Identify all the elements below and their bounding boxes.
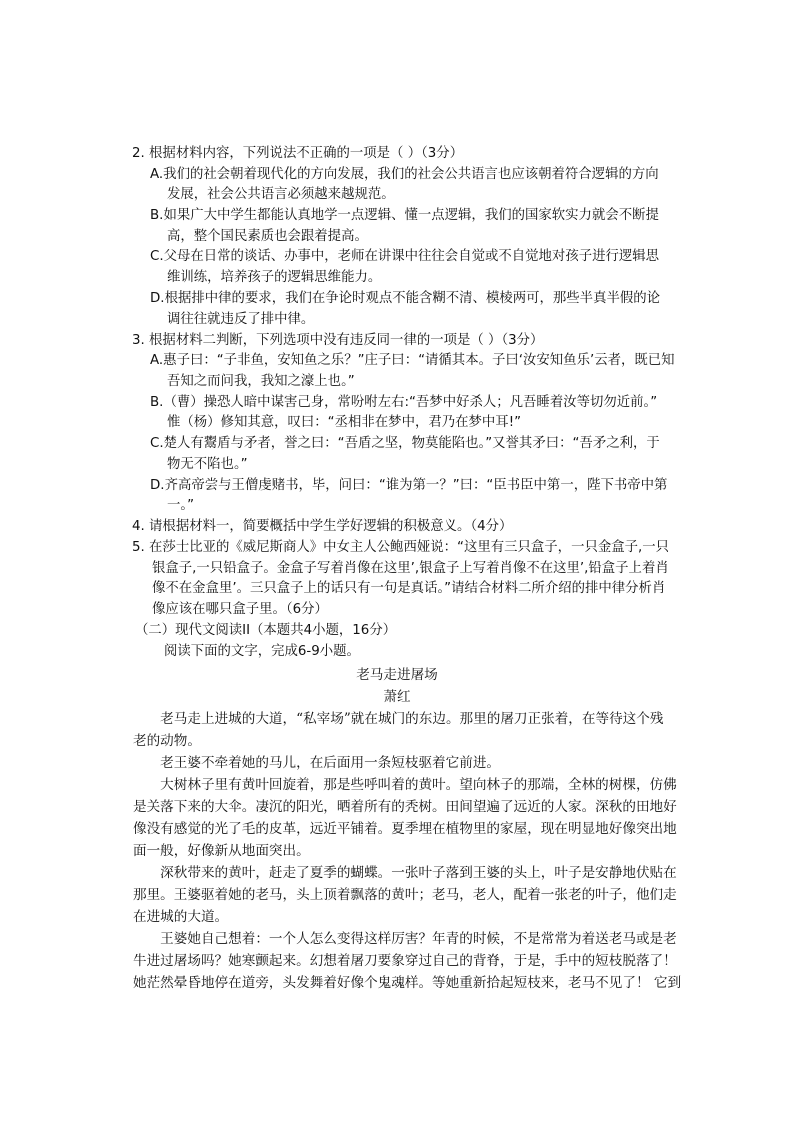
article-line: 老王婆不牵着她的马儿，在后面用一条短枝驱着它前进。 xyxy=(133,755,501,771)
article-line: 王婆她自己想着：一个人怎么变得这样厉害？年青的时候，不是常常为着送老马或是老 xyxy=(133,931,677,947)
article-line: 在进城的大道。 xyxy=(133,909,229,925)
q2-option-a: A.我们的社会朝着现代化的方向发展，我们的社会公共语言也应该朝着符合逻辑的方向 xyxy=(150,167,659,182)
q4-stem: 4. 请根据材料一，简要概括中学生学好逻辑的积极意义。（4分） xyxy=(132,519,513,534)
article-line: 大树林子里有黄叶回旋着，那是些呼叫着的黄叶。望向林子的那端，全林的树棵，仿佛 xyxy=(133,777,677,793)
q2-option-b-cont: 高，整个国民素质也会跟着提高。 xyxy=(167,229,368,244)
article-line: 像没有感觉的光了毛的皮革，远近平铺着。夏季埋在植物里的家屋，现在明显地好像突出地 xyxy=(133,821,677,837)
q5-line-2: 银盒子,一只铅盒子。金盒子写着肖像在这里’,银盒子上写着肖像不在这里’,铅盒子上着肖 xyxy=(152,561,669,576)
q2-option-d: D.根据排中律的要求，我们在争论时观点不能含糊不清、模棱两可，那些半真半假的论 xyxy=(150,291,661,306)
q5-line-4: 像应该在哪只盒子里。（6分） xyxy=(152,602,328,617)
q2-option-c-cont: 维训练，培养孩子的逻辑思维能力。 xyxy=(167,270,382,285)
article-line: 老马走上进城的大道，“私宰场”就在城门的东边。那里的屠刀正张着，在等待这个残 xyxy=(133,711,664,727)
q3-option-c: C.楚人有鬻盾与矛者，誉之曰：“吾盾之坚，物莫能陷也。”又誉其矛曰：“吾矛之利，于 xyxy=(150,436,660,451)
q2-option-a-cont: 发展，社会公共语言必须越来越规范。 xyxy=(167,187,395,202)
q2-option-d-cont: 调往往就违反了排中律。 xyxy=(167,312,315,327)
q3-option-a: A.惠子曰：“子非鱼，安知鱼之乐？”庄子曰：“请循其本。子曰‘汝安知鱼乐’云者，既已知 xyxy=(150,353,675,368)
q3-option-a-cont: 吾知之而问我，我知之濠上也。” xyxy=(167,374,355,389)
article-line: 她茫然晕昏地停在道旁，头发舞着好像个鬼魂样。等她重新拾起短枝来，老马不见了！ 它到 xyxy=(133,975,682,991)
q5-line-1: 5. 在莎士比亚的《威尼斯商人》中女主人公鲍西娅说：“这里有三只盒子，一只金盒子,一只 xyxy=(132,540,670,555)
q3-stem: 3. 根据材料二判断，下列选项中没有违反同一律的一项是（ ）（3分） xyxy=(132,333,544,348)
q3-option-b-cont: 惟（杨）修知其意，叹曰：“丞相非在梦中，君乃在梦中耳!” xyxy=(167,415,522,430)
article-line: 老的动物。 xyxy=(133,733,201,749)
article-line: 是关落下来的大伞。凄沉的阳光，晒着所有的秃树。田间望遍了远近的人家。深秋的田地好 xyxy=(133,799,677,815)
q3-option-d-cont: 一。” xyxy=(167,498,195,513)
section-heading: （二）现代文阅读II（本题共4小题，16分） xyxy=(135,623,397,638)
q5-line-3: 像不在金盒里’。三只盒子上的话只有一句是真话。”请结合材料二所介绍的排中律分析肖 xyxy=(152,581,666,596)
q3-option-b: B.（曹）操恐人暗中谋害己身，常吩咐左右:“吾梦中好杀人；凡吾睡着汝等切勿近前。” xyxy=(150,395,658,410)
article-author: 萧红 xyxy=(383,689,411,705)
q3-option-d: D.齐高帝尝与王僧虔赌书，毕，问曰：“谁为第一？”曰：“臣书臣中第一，陛下书帝中第 xyxy=(150,478,668,493)
q3-option-c-cont: 物无不陷也。” xyxy=(167,457,248,472)
q2-option-c: C.父母在日常的谈话、办事中，老师在讲课中往往会自觉或不自觉地对孩子进行逻辑思 xyxy=(150,249,660,264)
q2-stem: 2. 根据材料内容，下列说法不正确的一项是（ ）（3分） xyxy=(132,146,464,161)
article-line: 那里。王婆驱着她的老马，头上顶着飘落的黄叶；老马，老人，配着一张老的叶子，他们走 xyxy=(133,887,677,903)
section-instruction: 阅读下面的文字，完成6-9小题。 xyxy=(164,644,360,659)
q2-option-b: B.如果广大中学生都能认真地学一点逻辑、懂一点逻辑，我们的国家软实力就会不断提 xyxy=(150,208,659,223)
article-line: 深秋带来的黄叶，赶走了夏季的蝴蝶。一张叶子落到王婆的头上，叶子是安静地伏贴在 xyxy=(133,865,677,881)
article-title: 老马走进屠场 xyxy=(356,667,438,683)
article-line: 牛进过屠场吗？她寒颤起来。幻想着屠刀要象穿过自己的背脊，于是，手中的短枝脱落了！ xyxy=(133,953,677,969)
article-line: 面一般，好像新从地面突出。 xyxy=(133,843,310,859)
